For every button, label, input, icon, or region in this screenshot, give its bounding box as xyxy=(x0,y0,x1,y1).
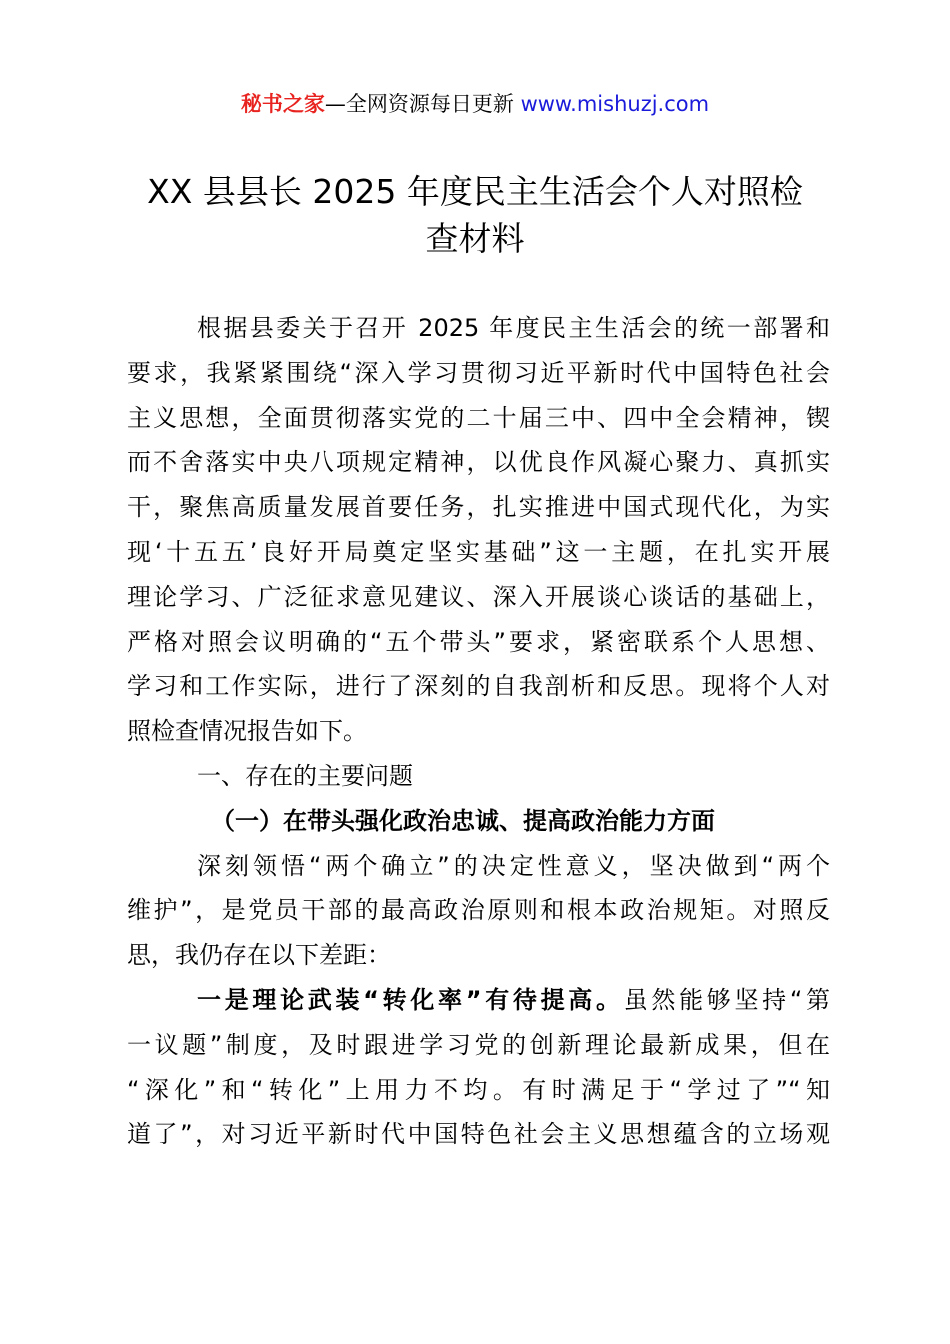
text-line: 根据县委关于召开 2025 年度民主生活会的统一部署和 xyxy=(197,314,830,342)
text-line: 而不舍落实中央八项规定精神，以优良作风凝心聚力、真抓实 xyxy=(127,448,830,477)
text-line: 照检查情况报告如下。 xyxy=(127,717,367,746)
site-header xyxy=(0,88,950,120)
text-line: 严格对照会议明确的“五个带头”要求，紧密联系个人思想、 xyxy=(127,627,830,656)
text-line: 道了”，对习近平新时代中国特色社会主义思想蕴含的立场观 xyxy=(127,1120,830,1149)
document-title xyxy=(120,168,830,262)
text-line xyxy=(127,978,830,1023)
text-line: 思，我仍存在以下差距： xyxy=(127,941,391,970)
title-line-1: XX 县县长 2025 年度民主生活会个人对照检 xyxy=(147,172,803,211)
text-segment: 虽然能够坚持“第 xyxy=(623,985,830,1014)
text-line: 现‘十五五’良好开局奠定坚实基础”这一主题，在扎实开展 xyxy=(127,537,830,566)
text-line: 理论学习、广泛征求意见建议、深入开展谈心谈话的基础上， xyxy=(127,582,830,611)
site-url[interactable]: www.mishuzj.com xyxy=(520,92,710,116)
text-line: 要求，我紧紧围绕“深入学习贯彻习近平新时代中国特色社会 xyxy=(127,358,830,387)
text-line: 维护”，是党员干部的最高政治原则和根本政治规矩。对照反 xyxy=(127,896,830,925)
bold-lead: 一是理论武装“转化率”有待提高。 xyxy=(197,985,624,1014)
text-line: 主义思想，全面贯彻落实党的二十届三中、四中全会精神，锲 xyxy=(127,403,830,432)
text-line: 一议题”制度，及时跟进学习党的创新理论最新成果，但在 xyxy=(127,1030,830,1059)
text-line: 深刻领悟“两个确立”的决定性意义，坚决做到“两个 xyxy=(197,851,830,880)
text-line: 学习和工作实际，进行了深刻的自我剖析和反思。现将个人对 xyxy=(127,672,830,701)
title-line-2: 查材料 xyxy=(425,219,525,258)
text-line: 干，聚焦高质量发展首要任务，扎实推进中国式现代化，为实 xyxy=(127,493,830,522)
slogan: —全网资源每日更新 xyxy=(324,92,521,116)
document-body xyxy=(127,306,830,1157)
section-heading: 一、存在的主要问题 xyxy=(197,761,413,790)
subsection-heading: （一）在带头强化政治忠诚、提高政治能力方面 xyxy=(211,806,715,835)
text-line: “深化”和“转化”上用力不均。有时满足于“学过了”“知 xyxy=(127,1075,830,1104)
brand-name: 秘书之家 xyxy=(240,92,325,116)
